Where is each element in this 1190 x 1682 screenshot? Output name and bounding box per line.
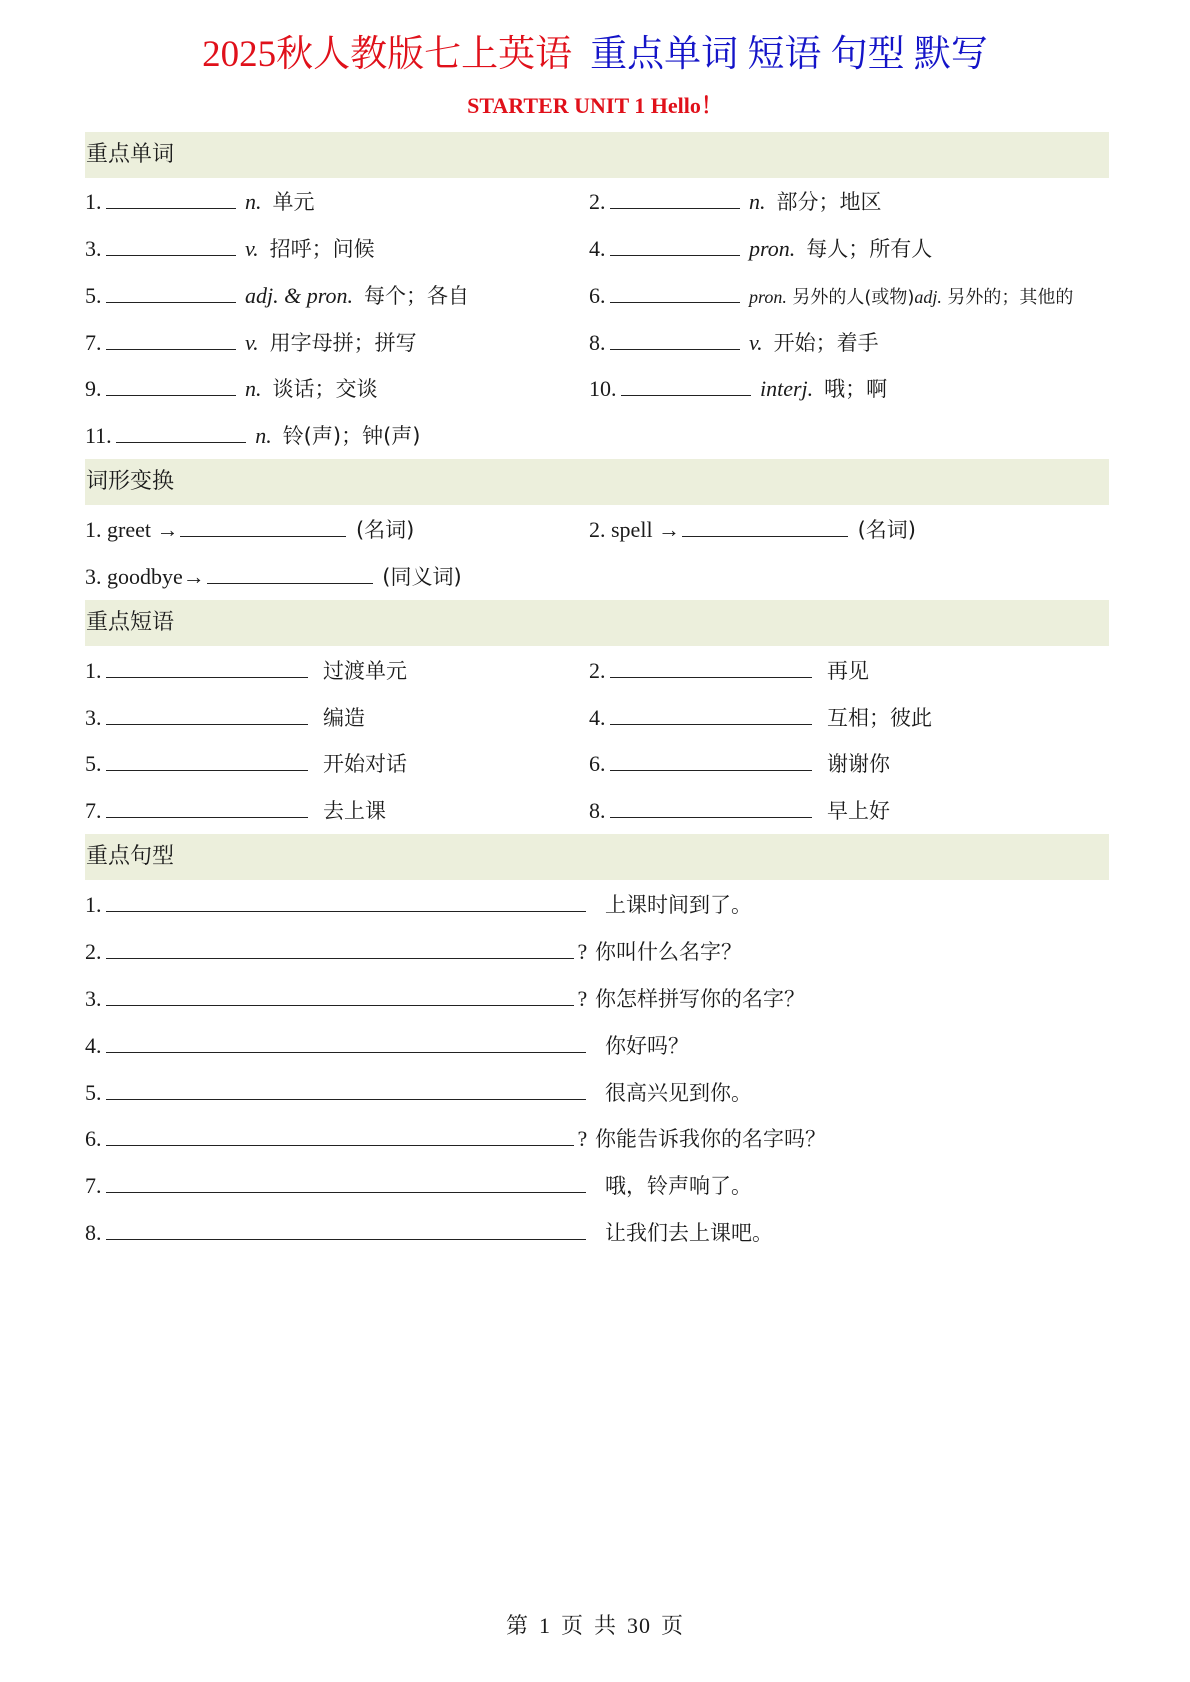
- title-red: 2025秋人教版七上英语: [202, 34, 573, 75]
- answer-blank[interactable]: [106, 188, 236, 209]
- word-item-4: 4. pron. 每人；所有人: [589, 236, 933, 261]
- answer-blank[interactable]: [610, 704, 812, 725]
- section-sentences-header: 重点句型: [85, 834, 1109, 880]
- page-footer: 第 1 页 共 30 页: [505, 1613, 685, 1638]
- title-blue: 重点单词 短语 句型 默写: [590, 34, 988, 75]
- word-item-5: 5. adj. & pron. 每个；各自: [85, 283, 469, 308]
- answer-blank[interactable]: [610, 750, 812, 771]
- answer-blank[interactable]: [682, 516, 848, 537]
- word-item-2: 2. n. 部分；地区: [589, 189, 882, 214]
- phrase-item-2: 2. 再见: [589, 658, 869, 683]
- answer-blank[interactable]: [106, 657, 308, 678]
- word-item-7: 7. v. 用字母拼；拼写: [85, 330, 417, 355]
- sentence-item-3: 3. ? 你怎样拼写你的名字？: [85, 986, 805, 1011]
- answer-blank[interactable]: [116, 422, 246, 443]
- answer-blank[interactable]: [106, 938, 574, 959]
- sentence-item-7: 7. 哦，铃声响了。: [85, 1173, 752, 1198]
- word-item-6: 6. pron. 另外的人(或物)adj. 另外的；其他的: [589, 283, 1074, 308]
- form-item-3: 3. goodbye→ (同义词): [85, 564, 462, 589]
- phrase-item-5: 5. 开始对话: [85, 751, 407, 776]
- word-item-9: 9. n. 谈话；交谈: [85, 376, 378, 401]
- section-words-header: 重点单词: [85, 132, 1109, 178]
- answer-blank[interactable]: [106, 1032, 586, 1053]
- section-forms-header: 词形变换: [85, 459, 1109, 505]
- answer-blank[interactable]: [106, 1172, 586, 1193]
- section-phrases-header: 重点短语: [85, 600, 1109, 646]
- answer-blank[interactable]: [106, 329, 236, 350]
- form-item-2: 2. spell → (名词): [589, 517, 916, 542]
- phrase-item-6: 6. 谢谢你: [589, 751, 890, 776]
- answer-blank[interactable]: [106, 1079, 586, 1100]
- word-item-8: 8. v. 开始；着手: [589, 330, 879, 355]
- answer-blank[interactable]: [106, 891, 586, 912]
- page-title: [0, 32, 1190, 78]
- phrase-item-1: 1. 过渡单元: [85, 658, 407, 683]
- sentence-item-5: 5. 很高兴见到你。: [85, 1080, 752, 1105]
- answer-blank[interactable]: [106, 797, 308, 818]
- word-item-1: 1. n. 单元: [85, 189, 315, 214]
- answer-blank[interactable]: [610, 235, 740, 256]
- word-item-10: 10. interj. 哦；啊: [589, 376, 888, 401]
- answer-blank[interactable]: [610, 329, 740, 350]
- answer-blank[interactable]: [610, 282, 740, 303]
- answer-blank[interactable]: [106, 1125, 574, 1146]
- word-item-11: 11. n. 铃(声)；钟(声): [85, 423, 421, 448]
- phrase-item-3: 3. 编造: [85, 705, 365, 730]
- answer-blank[interactable]: [106, 704, 308, 725]
- sentence-item-6: 6. ? 你能告诉我你的名字吗？: [85, 1126, 826, 1151]
- phrase-item-8: 8. 早上好: [589, 798, 890, 823]
- sentence-item-1: 1. 上课时间到了。: [85, 892, 752, 917]
- answer-blank[interactable]: [610, 797, 812, 818]
- answer-blank[interactable]: [610, 188, 740, 209]
- answer-blank[interactable]: [106, 235, 236, 256]
- sentence-item-2: 2. ? 你叫什么名字？: [85, 939, 742, 964]
- answer-blank[interactable]: [207, 563, 373, 584]
- word-item-3: 3. v. 招呼；问候: [85, 236, 375, 261]
- form-item-1: 1. greet → (名词): [85, 517, 415, 542]
- sentence-item-4: 4. 你好吗？: [85, 1033, 689, 1058]
- answer-blank[interactable]: [610, 657, 812, 678]
- answer-blank[interactable]: [106, 985, 574, 1006]
- page-number: 1: [538, 1613, 551, 1638]
- answer-blank[interactable]: [106, 1219, 586, 1240]
- answer-blank[interactable]: [106, 750, 308, 771]
- phrase-item-7: 7. 去上课: [85, 798, 386, 823]
- answer-blank[interactable]: [180, 516, 346, 537]
- total-pages: 30: [627, 1613, 652, 1638]
- sentence-item-8: 8. 让我们去上课吧。: [85, 1220, 773, 1245]
- unit-subtitle: STARTER UNIT 1 Hello！: [467, 93, 723, 118]
- answer-blank[interactable]: [621, 375, 751, 396]
- answer-blank[interactable]: [106, 375, 236, 396]
- answer-blank[interactable]: [106, 282, 236, 303]
- phrase-item-4: 4. 互相；彼此: [589, 705, 932, 730]
